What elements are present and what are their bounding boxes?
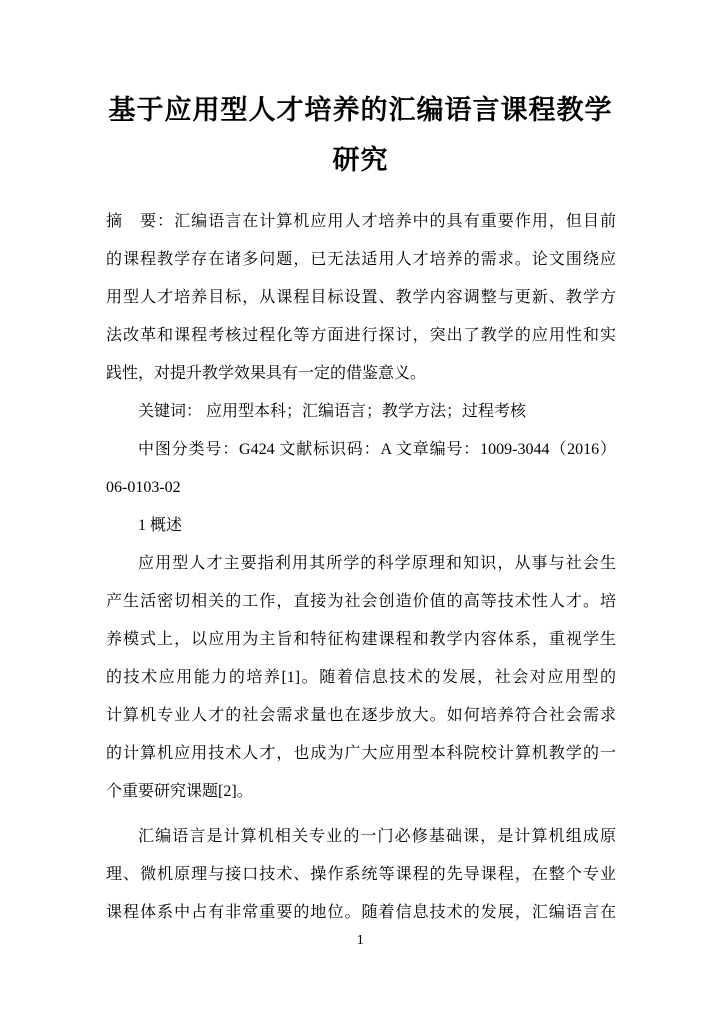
- section-heading: 1 概述: [138, 517, 183, 534]
- body-line: 个重要研究课题[2]。: [106, 783, 253, 800]
- abstract-paragraph: [106, 203, 616, 393]
- paragraph-2: [106, 818, 616, 932]
- body-line: 的技术应用能力的培养[1]。随着信息技术的发展，社会对应用型的: [106, 669, 616, 686]
- title-line-2: 研究: [332, 145, 389, 175]
- page-number: 1: [356, 933, 365, 947]
- body-line: 计算机专业人才的社会需求量也在逐步放大。如何培养符合社会需求: [106, 707, 616, 724]
- title-line-1: 基于应用型人才培养的汇编语言课程教学: [108, 95, 613, 125]
- abstract-line: 摘 要：汇编语言在计算机应用人才培养中的具有重要作用，但目前: [106, 213, 616, 230]
- paragraph-1: [106, 545, 616, 811]
- abstract-line: 践性，对提升教学效果具有一定的借鉴意义。: [106, 365, 427, 382]
- meta-paragraph: [106, 431, 616, 507]
- body-line: 应用型人才主要指利用其所学的科学原理和知识，从事与社会生: [138, 555, 616, 572]
- body-line: 课程体系中占有非常重要的地位。随着信息技术的发展，汇编语言在: [106, 904, 616, 921]
- abstract-line: 的课程教学存在诸多问题，已无法适用人才培养的需求。论文围绕应: [106, 251, 616, 268]
- body-line: 的计算机应用技术人才，也成为广大应用型本科院校计算机教学的一: [106, 745, 616, 762]
- body-line: 汇编语言是计算机相关专业的一门必修基础课，是计算机组成原: [138, 828, 616, 845]
- meta-line: 中图分类号：G424 文献标识码：A 文章编号：1009-3044（2016）: [138, 441, 616, 458]
- abstract-line: 法改革和课程考核过程化等方面进行探讨，突出了教学的应用性和实: [106, 327, 616, 344]
- abstract-line: 用型人才培养目标，从课程目标设置、教学内容调整与更新、教学方: [106, 289, 616, 306]
- body-line: 养模式上，以应用为主旨和特征构建课程和教学内容体系，重视学生: [106, 631, 616, 648]
- body-line: 产生活密切相关的工作，直接为社会创造价值的高等技术性人才。培: [106, 593, 616, 610]
- document-title: [0, 0, 721, 185]
- body-line: 理、微机原理与接口技术、操作系统等课程的先导课程，在整个专业: [106, 866, 616, 883]
- keywords-line: 关键词： 应用型本科；汇编语言；教学方法；过程考核: [138, 403, 527, 420]
- meta-line: 06-0103-02: [106, 479, 181, 496]
- document-body: [106, 203, 616, 932]
